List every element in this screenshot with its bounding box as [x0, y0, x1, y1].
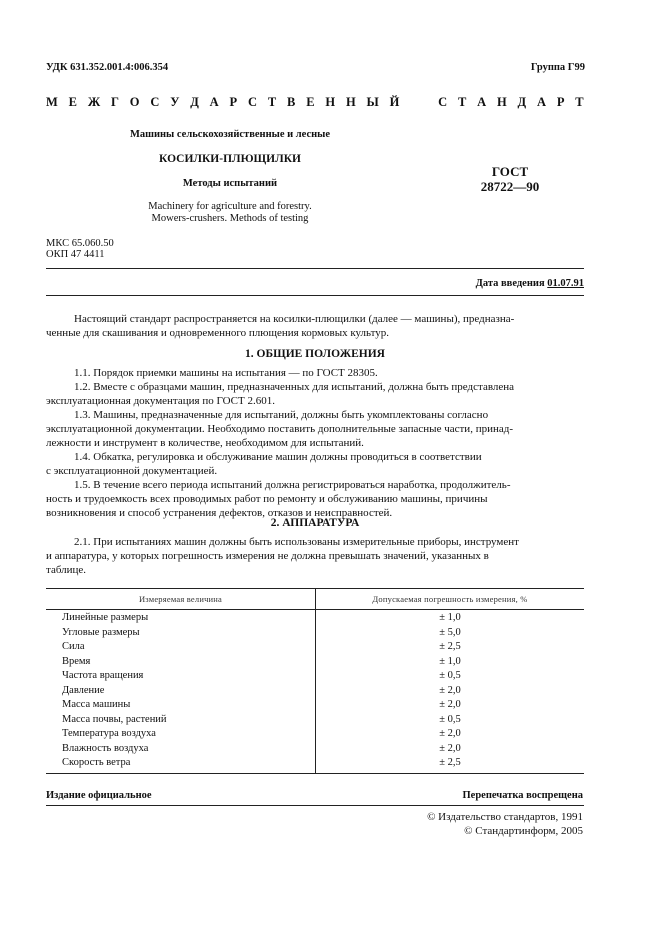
- clause-2-1-line-2: и аппаратура, у которых погрешность измерения не должна превышать значений, указанных в: [46, 550, 489, 562]
- banner-letter: М: [46, 95, 58, 109]
- okp-code: ОКП 47 4411: [46, 249, 105, 260]
- table-cell-error: ± 2,0: [439, 728, 461, 739]
- banner-letter: Е: [306, 95, 315, 109]
- table-cell-error: ± 1,0: [439, 612, 461, 623]
- table-cell-quantity: Угловые размеры: [62, 626, 140, 638]
- gost-label: ГОСТ: [491, 164, 529, 179]
- clause-1-3-line-2: эксплуатационной документации. Необходимо поставить дополнительные запасные части, принад-: [46, 423, 513, 435]
- table-header-quantity: Измеряемая величина: [138, 594, 223, 604]
- table-cell-quantity: Линейные размеры: [62, 612, 149, 623]
- clause-1-2-line-2: эксплуатационная документация по ГОСТ 2.601.: [46, 395, 275, 407]
- banner-letter: Т: [267, 95, 277, 109]
- banner-letter: А: [209, 95, 219, 109]
- banner-letter: Н: [496, 95, 507, 109]
- banner-letter: Ж: [87, 95, 101, 109]
- clause-1-5-line-3: возникновения и способ устранения дефектов, отказов и неисправностей.: [46, 507, 393, 519]
- table-cell-error: ± 2,5: [439, 641, 461, 652]
- banner-letter: А: [536, 95, 546, 109]
- clause-1-3-line-3: лежности и инструмент в количестве, необходимом для испытаний.: [46, 437, 364, 449]
- clause-1-2-line-1: 1.2. Вместе с образцами машин, предназначенных для испытаний, должна быть представлена: [74, 381, 515, 393]
- footer-divider: [46, 805, 584, 806]
- banner-letter: Р: [229, 95, 238, 109]
- udk-code: УДК 631.352.001.4:006.354: [46, 62, 169, 73]
- clause-1-4-line-2: с эксплуатационной документацией.: [46, 465, 218, 477]
- table-cell-error: ± 2,0: [439, 699, 461, 710]
- banner-letter: Н: [345, 95, 356, 109]
- copyright-line-1: © Издательство стандартов, 1991: [427, 811, 583, 823]
- group-code: Группа Г99: [530, 62, 585, 73]
- english-title-line-2: Mowers-crushers. Methods of testing: [151, 213, 309, 224]
- clause-1-4-line-1: 1.4. Обкатка, регулировка и обслуживание машин должны проводиться в соответствии: [74, 451, 482, 463]
- standard-title: КОСИЛКИ-ПЛЮЩИЛКИ: [159, 153, 301, 165]
- table-cell-quantity: Частота вращения: [62, 670, 144, 681]
- banner-letter: С: [248, 95, 258, 109]
- banner-letter: Ы: [366, 95, 379, 109]
- table-cell-error: ± 5,0: [439, 626, 461, 638]
- intro-line-1: Настоящий стандарт распространяется на косилки-плющилки (далее — машины), предназна-: [74, 313, 515, 325]
- section-1-heading: 1. ОБЩИЕ ПОЛОЖЕНИЯ: [245, 348, 385, 360]
- table-cell-error: ± 2,0: [439, 742, 461, 754]
- english-title-line-1: Machinery for agriculture and forestry.: [148, 201, 312, 212]
- banner-letter: Р: [556, 95, 565, 109]
- date-divider: [46, 295, 584, 296]
- banner-letter: [410, 95, 413, 110]
- banner-letter: С: [438, 95, 448, 109]
- banner-letter: Н: [325, 95, 336, 109]
- table-cell-quantity: Скорость ветра: [62, 757, 131, 768]
- table-bottom-border: [46, 773, 584, 774]
- clause-1-5-line-2: ность и трудоемкость всех проводимых работ по ремонту и обслуживанию машины, причины: [46, 493, 488, 505]
- table-header-error: Допускаемая погрешность измерения, %: [372, 594, 528, 604]
- banner-letter: В: [287, 95, 296, 109]
- header-divider: [46, 268, 584, 269]
- gost-number: 28722—90: [480, 179, 540, 194]
- effective-date-label: Дата введения: [475, 278, 545, 289]
- interstate-standard-banner: [46, 95, 584, 110]
- banner-letter: У: [170, 95, 180, 109]
- table-cell-quantity: Температура воздуха: [62, 728, 156, 739]
- table-cell-quantity: Сила: [62, 641, 85, 652]
- table-cell-error: ± 1,0: [439, 655, 461, 667]
- effective-date: [476, 278, 584, 289]
- mks-code: МКС 65.060.50: [46, 238, 114, 249]
- effective-date-value: 01.07.91: [547, 278, 584, 289]
- clause-1-5-line-1: 1.5. В течение всего периода испытаний должна регистрироваться наработка, продолжитель-: [74, 479, 511, 491]
- banner-letter: Й: [389, 95, 400, 109]
- table-cell-error: ± 0,5: [439, 670, 461, 681]
- copyright-line-2: © Стандартинформ, 2005: [464, 825, 583, 837]
- clause-2-1-line-3: таблице.: [46, 564, 87, 576]
- banner-letter: О: [129, 95, 140, 109]
- section-2-heading: 2. АППАРАТУРА: [270, 517, 360, 529]
- banner-letter: Д: [190, 95, 199, 109]
- banner-letter: Т: [575, 95, 584, 109]
- banner-letter: Г: [111, 95, 119, 109]
- table-cell-quantity: Влажность воздуха: [62, 742, 149, 754]
- table-cell-quantity: Масса почвы, растений: [62, 713, 167, 725]
- banner-letter: Т: [457, 95, 467, 109]
- banner-letter: Е: [68, 95, 77, 109]
- table-cell-error: ± 0,5: [439, 713, 461, 725]
- official-edition-label: Издание официальное: [46, 790, 152, 801]
- clause-1-1: 1.1. Порядок приемки машины на испытания — по ГОСТ 28305.: [74, 367, 378, 379]
- table-cell-quantity: Давление: [62, 684, 105, 696]
- clause-2-1-line-1: 2.1. При испытаниях машин должны быть использованы измерительные приборы, инструмент: [74, 536, 519, 548]
- banner-letter: С: [150, 95, 160, 109]
- standard-subtitle: Методы испытаний: [182, 178, 278, 189]
- banner-letter: А: [477, 95, 487, 109]
- standard-category: Машины сельскохозяйственные и лесные: [129, 129, 331, 140]
- intro-line-2: ченные для скашивания и одновременного плющения кормовых культур.: [46, 327, 390, 339]
- banner-letter: Д: [517, 95, 527, 109]
- table-cell-error: ± 2,0: [439, 684, 461, 696]
- clause-1-3-line-1: 1.3. Машины, предназначенные для испытаний, должны быть укомплектованы согласно: [74, 409, 489, 421]
- table-cell-quantity: Масса машины: [62, 699, 131, 710]
- table-cell-quantity: Время: [62, 655, 91, 667]
- banner-letter: [424, 95, 427, 110]
- table-cell-error: ± 2,5: [439, 757, 461, 768]
- reprint-prohibited-label: Перепечатка воспрещена: [462, 790, 583, 801]
